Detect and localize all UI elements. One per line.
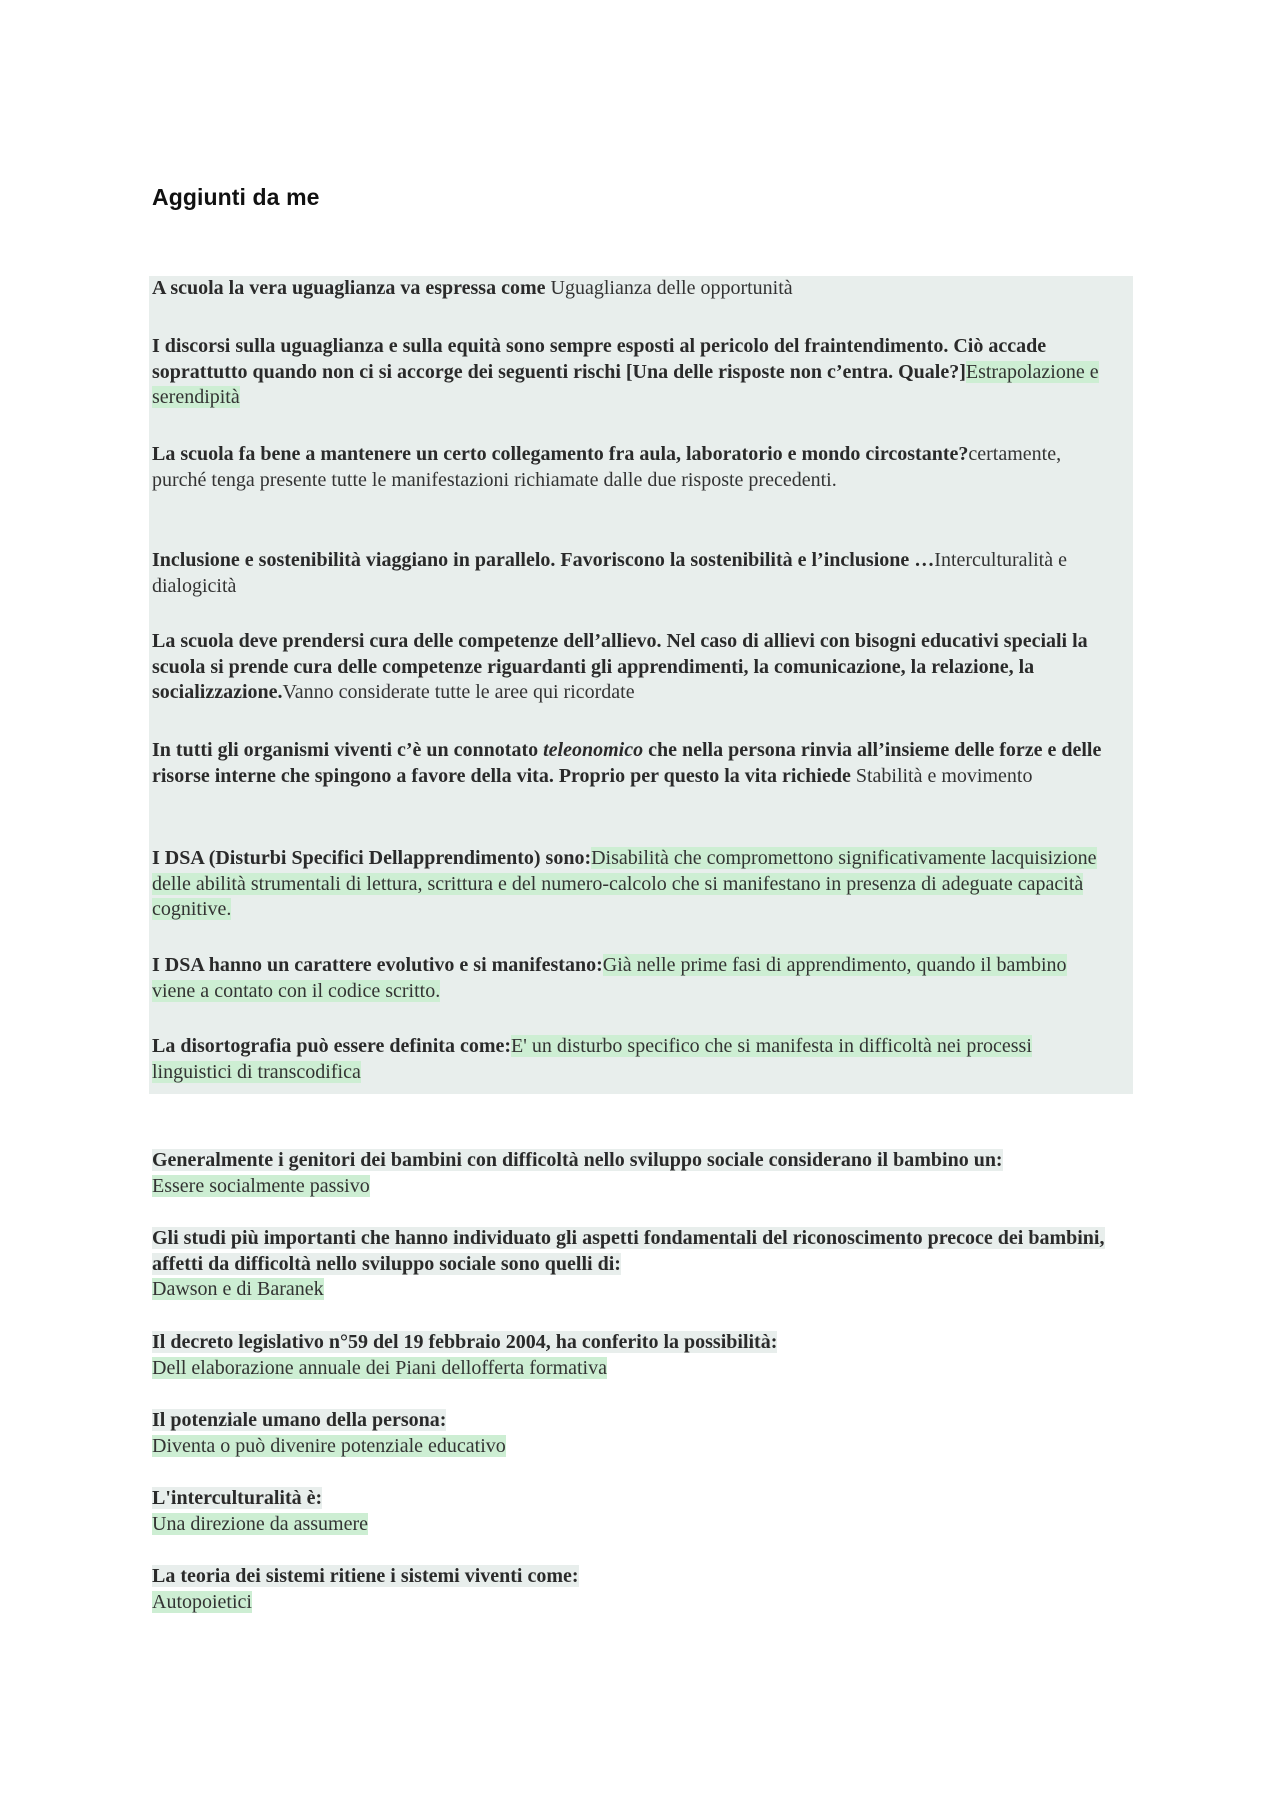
question-text: I discorsi sulla uguaglianza e sulla equità sono sempre esposti al pericolo del fraintendimento. Ciò accade soprattutto quando non ci si accorge dei seguenti rischi [Una delle risposte non c’entra. Quale?] — [152, 335, 1047, 383]
qa-item — [152, 738, 1112, 789]
qa-answer-line — [152, 1590, 1132, 1616]
answer-text: Dell elaborazione annuale dei Piani dellofferta formativa — [152, 1356, 607, 1379]
question-text: La teoria dei sistemi ritiene i sistemi viventi come: — [152, 1565, 579, 1587]
question-text: Gli studi più importanti che hanno individuato gli aspetti fondamentali del riconoscimento precoce dei bambini, affetti da difficoltà nello sviluppo sociale sono quelli di: — [152, 1227, 1105, 1275]
answer-text: Vanno considerate tutte le aree qui ricordate — [282, 681, 635, 703]
answer-text: Essere socialmente passivo — [152, 1174, 370, 1197]
question-text: I DSA (Disturbi Specifici Dellapprendimento) sono: — [152, 847, 592, 869]
qa-item — [152, 846, 1112, 923]
qa-item — [152, 276, 1112, 302]
qa-answer-line — [152, 1434, 1132, 1460]
qa-answer-line — [152, 1512, 1132, 1538]
question-text: La scuola fa bene a mantenere un certo collegamento fra aula, laboratorio e mondo circostante? — [152, 443, 969, 465]
answer-text: certamente, purché tenga presente tutte le manifestazioni richiamate dalle due risposte precedenti. — [152, 443, 1062, 491]
answer-text: E' un disturbo specifico che si manifesta in difficoltà nei processi linguistici di transcodifica — [152, 1035, 1032, 1083]
answer-text: Disabilità che compromettono significativamente lacquisizione delle abilità strumentali di lettura, scrittura e del numero-calcolo che si manifestano in presenza di adeguate capacità cognitive. — [152, 847, 1097, 920]
qa-question-line — [152, 1148, 1132, 1174]
qa-question-line — [152, 1408, 1132, 1434]
qa-item — [152, 1408, 1132, 1459]
question-text: La scuola deve prendersi cura delle competenze dell’allievo. Nel caso di allievi con bisogni educativi speciali la scuola si prende cura delle competenze riguardanti gli apprendimenti, la comunicazione, la relazione, la socializzazione. — [152, 630, 1088, 703]
shaded-answer-box — [149, 276, 1133, 1094]
answer-text: Interculturalità e dialogicità — [152, 549, 1067, 597]
question-text: Inclusione e sostenibilità viaggiano in parallelo. Favoriscono la sostenibilità e l’inclusione … — [152, 549, 935, 571]
answer-text: Diventa o può divenire potenziale educativo — [152, 1434, 506, 1457]
answer-text: Dawson e di Baranek — [152, 1278, 324, 1300]
question-text: Il decreto legislativo n°59 del 19 febbraio 2004, ha conferito la possibilità: — [152, 1331, 778, 1353]
qa-item — [152, 1148, 1132, 1199]
qa-question-line — [152, 1330, 1132, 1356]
qa-question-line — [152, 1226, 1132, 1277]
answer-text: Estrapolazione e serendipità — [152, 360, 1099, 408]
qa-item — [152, 442, 1112, 493]
qa-question-line — [152, 1486, 1132, 1512]
qa-item — [152, 548, 1112, 599]
question-text: La disortografia può essere definita come: — [152, 1035, 512, 1057]
qa-question-line — [152, 1564, 1132, 1590]
question-text: Generalmente i genitori dei bambini con difficoltà nello sviluppo sociale considerano il bambino un: — [152, 1149, 1003, 1171]
question-text: che nella persona rinvia all’insieme delle forze e delle risorse interne che spingono a favore della vita. Proprio per questo la vita richiede — [152, 739, 1102, 787]
question-emphasis: teleonomico — [543, 739, 644, 761]
answer-text: Già nelle prime fasi di apprendimento, quando il bambino viene a contato con il codice scritto. — [152, 954, 1067, 1002]
qa-item — [152, 1486, 1132, 1537]
question-text: L'interculturalità è: — [152, 1487, 323, 1509]
question-text: A scuola la vera uguaglianza va espressa come — [152, 277, 551, 299]
qa-item — [152, 953, 1112, 1004]
question-text: In tutti gli organismi viventi c’è un connotato — [152, 739, 544, 761]
answer-text: Stabilità e movimento — [855, 764, 1033, 787]
qa-item — [152, 1034, 1112, 1085]
qa-answer-line — [152, 1356, 1132, 1382]
qa-answer-line — [152, 1174, 1132, 1200]
answer-text: Autopoietici — [152, 1590, 252, 1613]
qa-item — [152, 334, 1112, 411]
qa-item — [152, 1330, 1132, 1381]
qa-item — [152, 1564, 1132, 1615]
section-heading: Aggiunti da me — [152, 184, 320, 210]
question-text: I DSA hanno un carattere evolutivo e si manifestano: — [152, 954, 603, 976]
qa-item — [152, 629, 1112, 706]
answer-text: Una direzione da assumere — [152, 1512, 369, 1535]
answer-text: Uguaglianza delle opportunità — [550, 277, 793, 299]
qa-answer-line — [152, 1277, 1132, 1303]
question-text: Il potenziale umano della persona: — [152, 1409, 447, 1431]
qa-item — [152, 1226, 1132, 1303]
